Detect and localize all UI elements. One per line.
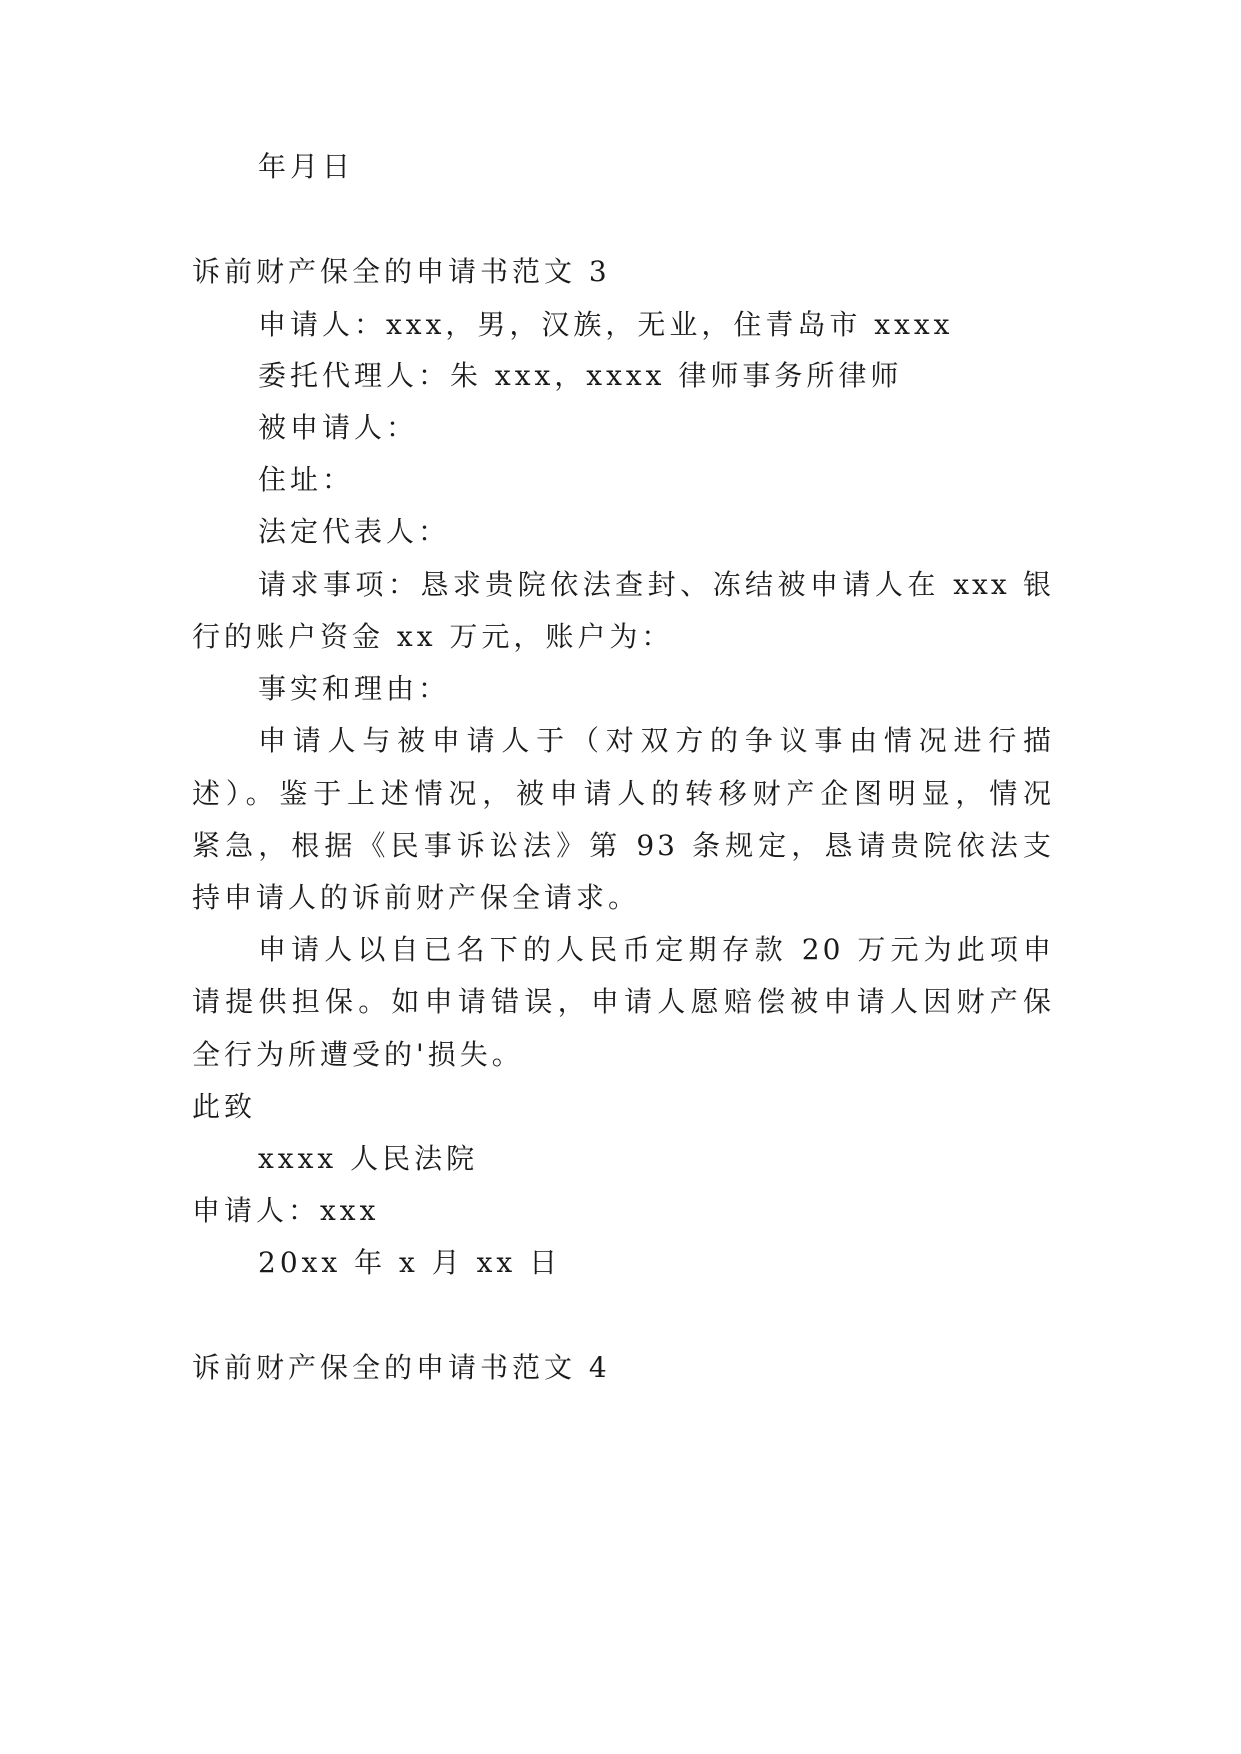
guarantee-line-1: 申请人以自已名下的人民币定期存款 20 万元为此项申 [258,933,1054,966]
respondent-line: 被申请人： [258,411,419,444]
facts-heading: 事实和理由： [258,672,451,705]
date-line-top: 年月日 [258,150,355,183]
request-line-2: 行的账户资金 xx 万元，账户为： [192,620,674,653]
legal-rep-line: 法定代表人： [258,515,451,548]
agent-line: 委托代理人：朱 xxx，xxxx 律师事务所律师 [258,359,903,392]
address-line: 住址： [258,463,355,496]
section3-title: 诉前财产保全的申请书范文 3 [192,255,611,288]
guarantee-line-3: 全行为所遭受的'损失。 [192,1038,524,1071]
facts-line-2: 述）。鉴于上述情况，被申请人的转移财产企图明显，情况 [192,777,1054,810]
signature-line: 申请人：xxx [192,1194,380,1227]
guarantee-line-2: 请提供担保。如申请错误，申请人愿赔偿被申请人因财产保 [192,985,1054,1018]
facts-line-1: 申请人与被申请人于（对双方的争议事由情况进行描 [258,724,1054,757]
facts-line-4: 持申请人的诉前财产保全请求。 [192,881,641,914]
court-name: xxxx 人民法院 [258,1142,479,1175]
salutation: 此致 [192,1090,257,1123]
request-line-1: 请求事项：恳求贵院依法查封、冻结被申请人在 xxx 银 [258,568,1054,601]
signature-date: 20xx 年 x 月 xx 日 [258,1246,562,1279]
section4-title: 诉前财产保全的申请书范文 4 [192,1351,611,1384]
applicant-line: 申请人：xxx，男，汉族，无业，住青岛市 xxxx [258,308,954,341]
facts-line-3: 紧急，根据《民事诉讼法》第 93 条规定，恳请贵院依法支 [192,829,1054,862]
